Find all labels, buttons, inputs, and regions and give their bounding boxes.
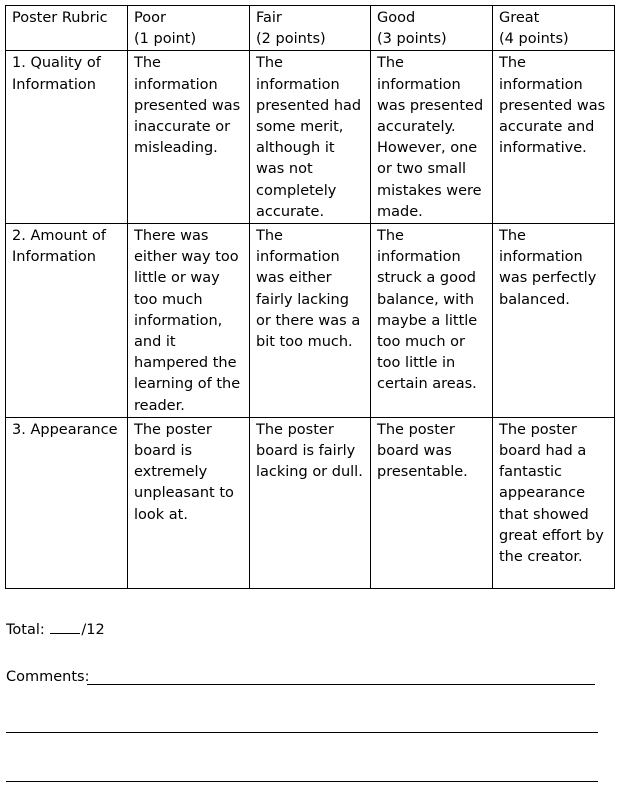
header-good-points: (3 points) bbox=[377, 31, 447, 48]
total-out-of: /12 bbox=[81, 622, 105, 638]
fair-cell: The poster board is fairly lacking or dull. bbox=[250, 417, 371, 588]
poor-cell: The poster board is extremely unpleasant to look at. bbox=[128, 417, 250, 588]
header-great-label: Great bbox=[499, 10, 540, 26]
criterion-cell: 3. Appearance bbox=[6, 417, 128, 588]
header-great-points: (4 points) bbox=[499, 31, 569, 48]
total-line bbox=[6, 619, 105, 641]
header-poor bbox=[128, 6, 250, 51]
comments-line-1[interactable] bbox=[87, 684, 595, 685]
header-good bbox=[371, 6, 493, 51]
rubric-title-cell bbox=[6, 6, 128, 51]
poor-cell: There was either way too little or way too much information, and it hampered the learning of the reader. bbox=[128, 224, 250, 418]
good-cell: The information was presented accurately. However, one or two small mistakes were made. bbox=[371, 51, 493, 224]
total-label: Total: bbox=[6, 622, 45, 638]
header-fair-label: Fair bbox=[256, 10, 282, 26]
header-poor-label: Poor bbox=[134, 10, 166, 26]
fair-cell: The information was either fairly lacking or there was a bit too much. bbox=[250, 224, 371, 418]
rubric-row-amount bbox=[6, 224, 615, 418]
great-cell: The poster board had a fantastic appearance that showed great effort by the creator. bbox=[493, 417, 615, 588]
header-fair-points: (2 points) bbox=[256, 31, 326, 48]
rubric-row-quality bbox=[6, 51, 615, 224]
great-cell: The information was perfectly balanced. bbox=[493, 224, 615, 418]
rubric-row-appearance bbox=[6, 417, 615, 588]
header-fair bbox=[250, 6, 371, 51]
good-cell: The information struck a good balance, with maybe a little too much or too little in certain areas. bbox=[371, 224, 493, 418]
header-good-label: Good bbox=[377, 10, 416, 26]
comments-line-2[interactable] bbox=[6, 732, 598, 733]
poster-rubric-table bbox=[5, 5, 615, 589]
good-cell: The poster board was presentable. bbox=[371, 417, 493, 588]
criterion-cell: 2. Amount of Information bbox=[6, 224, 128, 418]
great-cell: The information presented was accurate and informative. bbox=[493, 51, 615, 224]
fair-cell: The information presented had some merit, although it was not completely accurate. bbox=[250, 51, 371, 224]
header-poor-points: (1 point) bbox=[134, 31, 197, 48]
comments-label: Comments: bbox=[6, 669, 90, 685]
criterion-cell: 1. Quality of Information bbox=[6, 51, 128, 224]
comments-line-3[interactable] bbox=[6, 781, 598, 782]
poor-cell: The information presented was inaccurate or misleading. bbox=[128, 51, 250, 224]
rubric-title: Poster Rubric bbox=[12, 10, 108, 26]
total-score-blank[interactable] bbox=[50, 619, 80, 634]
header-great bbox=[493, 6, 615, 51]
rubric-header-row bbox=[6, 6, 615, 51]
